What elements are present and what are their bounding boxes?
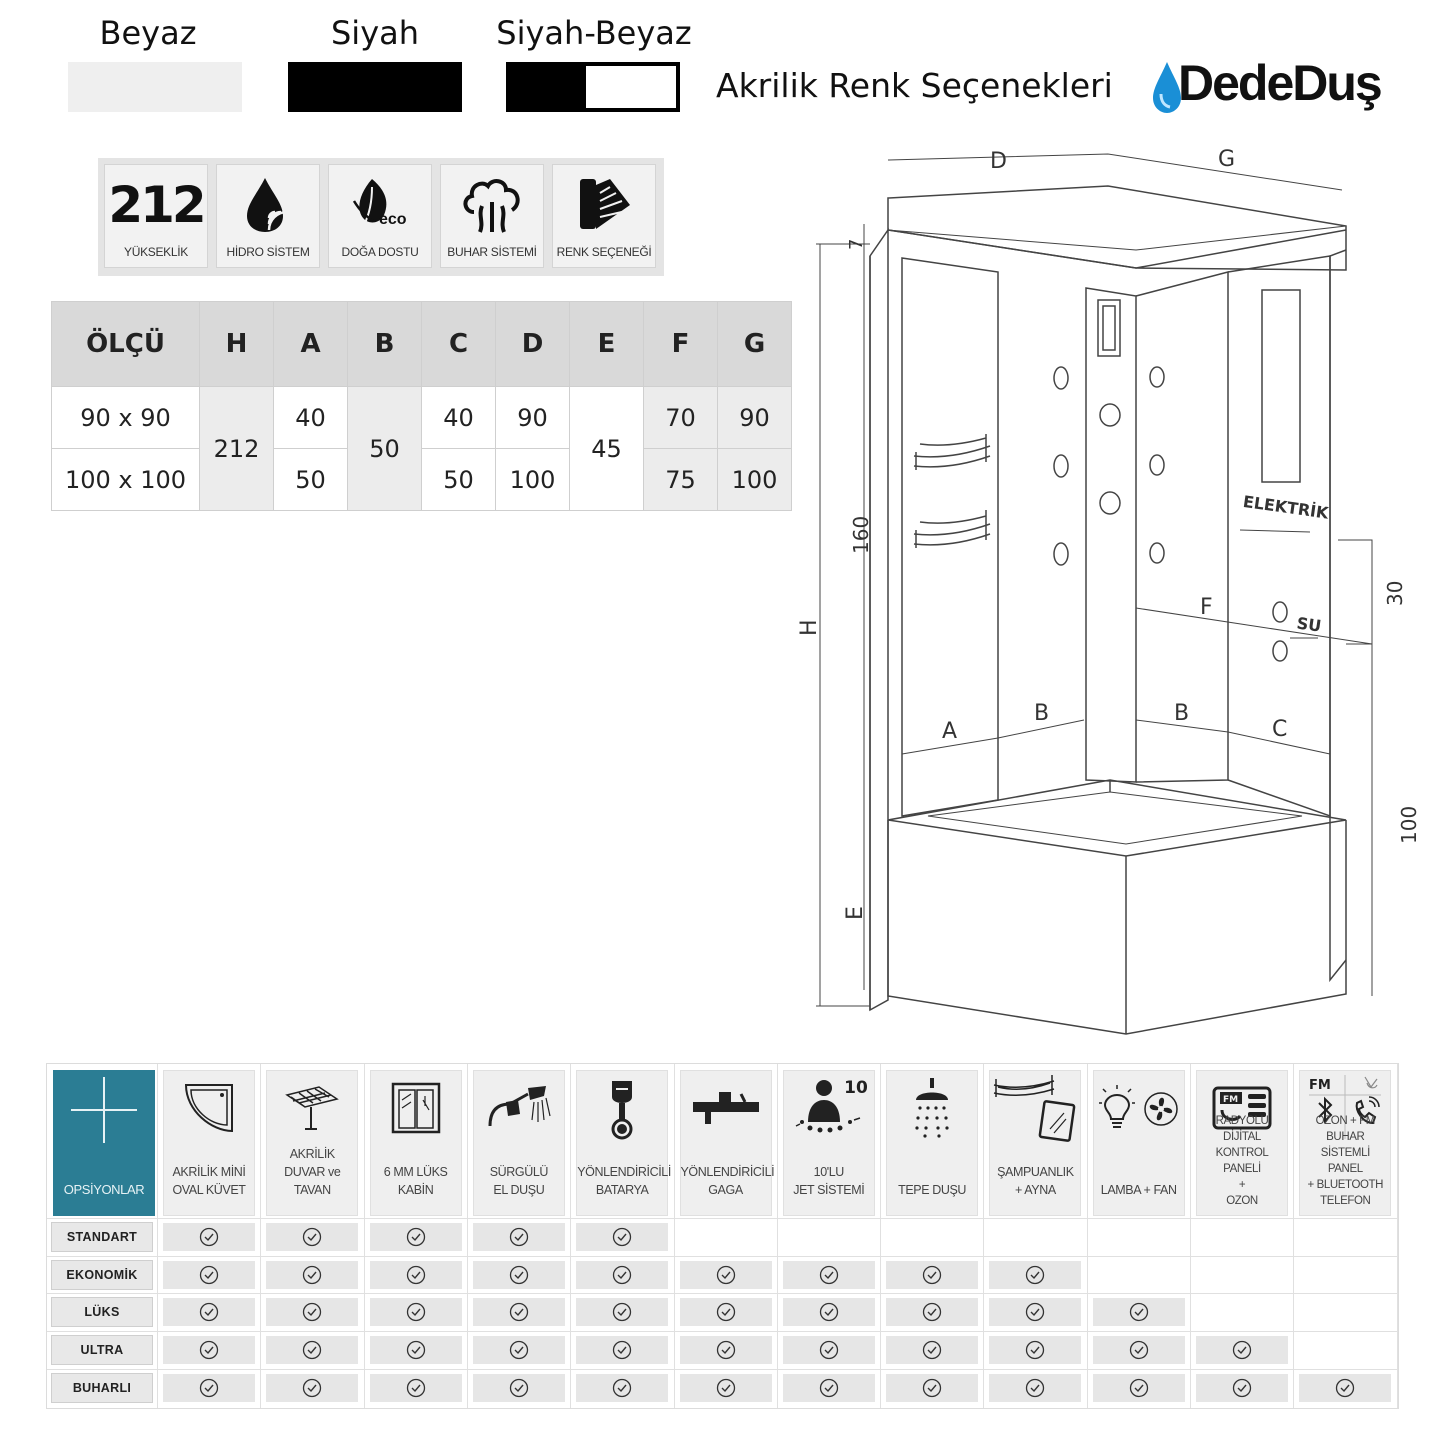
swatch-white[interactable] — [68, 62, 242, 112]
color-label-black-white: Siyah-Beyaz — [496, 14, 692, 52]
included-cell — [1093, 1336, 1185, 1364]
included-cell — [370, 1223, 462, 1251]
package-label-3: ULTRA — [51, 1335, 153, 1365]
included-cell — [783, 1298, 875, 1326]
included-cell — [266, 1223, 358, 1251]
grid-line — [47, 1331, 1398, 1332]
col-header-a: A — [274, 302, 348, 387]
steam-icon — [460, 176, 524, 234]
cell-olcu: 90 x 90 — [52, 387, 200, 449]
eco-badge: eco — [379, 211, 407, 228]
included-cell — [886, 1336, 978, 1364]
table-row — [52, 449, 792, 511]
included-cell — [989, 1336, 1081, 1364]
grid-line — [1293, 1064, 1294, 1408]
options-table — [46, 1063, 1399, 1409]
label-su: SU — [1295, 613, 1323, 636]
table-header-row — [52, 302, 792, 387]
cell-f: 75 — [644, 449, 718, 511]
check-circle-icon — [406, 1227, 426, 1247]
label-160: 160 — [849, 515, 873, 554]
option-header-oval-tub — [163, 1070, 255, 1216]
feature-strip — [98, 158, 664, 276]
option-label: YÖNLENDİRİCİLİ BATARYA — [577, 1165, 671, 1197]
option-label: AKRİLİK MİNİ OVAL KÜVET — [172, 1165, 246, 1197]
included-cell — [1093, 1374, 1185, 1402]
check-circle-icon — [1129, 1378, 1149, 1398]
label-b-left: B — [1034, 701, 1050, 726]
svg-text:FM: FM — [1223, 1094, 1239, 1105]
height-value: 212 — [108, 176, 204, 234]
included-cell — [989, 1298, 1081, 1326]
check-circle-icon — [716, 1378, 736, 1398]
label-30: 30 — [1383, 580, 1407, 606]
grid-line — [777, 1064, 778, 1408]
check-circle-icon — [302, 1302, 322, 1322]
included-cell — [783, 1336, 875, 1364]
check-circle-icon — [509, 1340, 529, 1360]
check-circle-icon — [612, 1378, 632, 1398]
package-label-2: LÜKS — [51, 1297, 153, 1327]
cell-c: 50 — [422, 449, 496, 511]
feature-hydro — [216, 164, 320, 268]
check-circle-icon — [612, 1265, 632, 1285]
option-header-rain-shower — [886, 1070, 978, 1216]
label-e: E — [843, 906, 868, 920]
option-label: RADYOLU DİJİTAL KONTROL PANELİ + OZON — [1215, 1115, 1269, 1207]
included-cell — [783, 1374, 875, 1402]
feature-steam — [440, 164, 544, 268]
col-header-f: F — [644, 302, 718, 387]
check-circle-icon — [716, 1340, 736, 1360]
included-cell — [163, 1374, 255, 1402]
color-options-title: Akrilik Renk Seçenekleri — [716, 66, 1113, 105]
label-a: A — [942, 719, 958, 744]
check-circle-icon — [406, 1378, 426, 1398]
included-cell — [163, 1336, 255, 1364]
check-circle-icon — [509, 1265, 529, 1285]
feature-label: BUHAR SİSTEMİ — [447, 245, 537, 259]
hand-shower-icon — [484, 1080, 554, 1141]
cell-h: 212 — [200, 387, 274, 511]
option-label: 6 MM LÜKS KABİN — [383, 1165, 448, 1197]
feature-label: RENK SEÇENEĞİ — [556, 245, 652, 259]
check-circle-icon — [199, 1302, 219, 1322]
check-circle-icon — [716, 1302, 736, 1322]
check-circle-icon — [819, 1378, 839, 1398]
included-cell — [576, 1261, 668, 1289]
grid-line — [47, 1293, 1398, 1294]
color-label-black: Siyah — [330, 14, 420, 52]
included-cell — [266, 1374, 358, 1402]
package-label-0: STANDART — [51, 1222, 153, 1252]
color-palette-icon — [574, 175, 634, 235]
option-label: SÜRGÜLÜ EL DUŞU — [489, 1165, 549, 1197]
check-circle-icon — [922, 1340, 942, 1360]
option-header-jet-system — [783, 1070, 875, 1216]
included-cell — [680, 1298, 772, 1326]
cell-olcu: 100 x 100 — [52, 449, 200, 511]
color-label-white: Beyaz — [99, 14, 197, 52]
included-cell — [886, 1261, 978, 1289]
cell-c: 40 — [422, 387, 496, 449]
feature-label: HİDRO SİSTEM — [226, 245, 310, 259]
grid-line — [1190, 1064, 1191, 1408]
label-g: G — [1218, 147, 1236, 172]
check-circle-icon — [302, 1340, 322, 1360]
option-header-cabin — [370, 1070, 462, 1216]
included-cell — [576, 1374, 668, 1402]
included-cell — [1093, 1298, 1185, 1326]
feature-color — [552, 164, 656, 268]
options-corner — [53, 1070, 155, 1216]
col-header-c: C — [422, 302, 496, 387]
check-circle-icon — [1129, 1340, 1149, 1360]
option-header-shelf-mirror — [989, 1070, 1081, 1216]
jet-system-icon — [794, 1077, 868, 1143]
check-circle-icon — [302, 1378, 322, 1398]
spout-icon — [691, 1088, 761, 1133]
label-d: D — [990, 149, 1007, 174]
oval-tub-icon — [182, 1081, 236, 1140]
label-c: C — [1272, 717, 1288, 742]
cell-a: 40 — [274, 387, 348, 449]
check-circle-icon — [406, 1302, 426, 1322]
check-circle-icon — [302, 1227, 322, 1247]
table-row — [52, 387, 792, 449]
feature-eco — [328, 164, 432, 268]
included-cell — [473, 1261, 565, 1289]
grid-line — [47, 1256, 1398, 1257]
svg-text:FM: FM — [1309, 1077, 1332, 1093]
check-circle-icon — [612, 1340, 632, 1360]
included-cell — [1196, 1374, 1288, 1402]
rain-shower-icon — [912, 1076, 952, 1145]
option-label: LAMBA + FAN — [1100, 1183, 1177, 1197]
label-h: H — [797, 619, 822, 636]
label-100: 100 — [1397, 805, 1421, 844]
included-cell — [989, 1261, 1081, 1289]
check-circle-icon — [612, 1227, 632, 1247]
grid-line — [47, 1369, 1398, 1370]
included-cell — [473, 1298, 565, 1326]
option-label: YÖNLENDİRİCİLİ GAGA — [680, 1165, 775, 1197]
options-corner-label: OPSİYONLAR — [63, 1182, 145, 1197]
grid-line — [364, 1064, 365, 1408]
check-circle-icon — [406, 1265, 426, 1285]
included-cell — [576, 1298, 668, 1326]
feature-label: DOĞA DOSTU — [341, 245, 419, 259]
included-cell — [576, 1223, 668, 1251]
check-circle-icon — [1025, 1378, 1045, 1398]
included-cell — [576, 1336, 668, 1364]
option-label: OZON + FM BUHAR SİSTEMLİ PANEL + BLUETOOTH TELEFON — [1307, 1115, 1384, 1207]
included-cell — [266, 1298, 358, 1326]
check-circle-icon — [922, 1265, 942, 1285]
check-circle-icon — [199, 1265, 219, 1285]
option-header-faucet — [576, 1070, 671, 1216]
check-circle-icon — [199, 1378, 219, 1398]
cell-a: 50 — [274, 449, 348, 511]
package-label-1: EKONOMİK — [51, 1260, 153, 1290]
label-7: 7 — [846, 238, 867, 250]
included-cell — [370, 1261, 462, 1289]
check-circle-icon — [819, 1302, 839, 1322]
check-circle-icon — [199, 1227, 219, 1247]
included-cell — [473, 1223, 565, 1251]
check-circle-icon — [1232, 1378, 1252, 1398]
check-circle-icon — [819, 1340, 839, 1360]
cell-g: 100 — [718, 449, 792, 511]
cabin-technical-drawing — [790, 140, 1421, 1040]
cell-f: 70 — [644, 387, 718, 449]
option-header-hand-shower — [473, 1070, 565, 1216]
cabin-icon — [389, 1080, 443, 1141]
cell-d: 90 — [496, 387, 570, 449]
check-circle-icon — [509, 1302, 529, 1322]
check-circle-icon — [509, 1378, 529, 1398]
check-circle-icon — [1335, 1378, 1355, 1398]
grid-line — [570, 1064, 571, 1408]
label-b-right: B — [1174, 701, 1190, 726]
check-circle-icon — [612, 1302, 632, 1322]
check-circle-icon — [1232, 1340, 1252, 1360]
option-header-spout — [680, 1070, 775, 1216]
included-cell — [1196, 1336, 1288, 1364]
check-circle-icon — [922, 1378, 942, 1398]
cell-g: 90 — [718, 387, 792, 449]
option-label: TEPE DUŞU — [898, 1183, 967, 1197]
included-cell — [680, 1374, 772, 1402]
check-circle-icon — [716, 1265, 736, 1285]
included-cell — [473, 1336, 565, 1364]
included-cell — [266, 1261, 358, 1289]
col-header-g: G — [718, 302, 792, 387]
acrylic-wall-icon — [285, 1083, 339, 1138]
option-header-acrylic-wall — [266, 1070, 358, 1216]
check-circle-icon — [406, 1340, 426, 1360]
check-circle-icon — [1025, 1302, 1045, 1322]
check-circle-icon — [302, 1265, 322, 1285]
option-label: AKRİLİK DUVAR ve TAVAN — [284, 1147, 341, 1197]
col-header-h: H — [200, 302, 274, 387]
check-circle-icon — [199, 1340, 219, 1360]
swatch-black-white[interactable] — [506, 62, 680, 112]
option-header-radio-panel — [1196, 1070, 1288, 1216]
cell-e: 45 — [570, 387, 644, 511]
check-circle-icon — [509, 1227, 529, 1247]
grid-line — [1087, 1064, 1088, 1408]
included-cell — [1299, 1374, 1391, 1402]
included-cell — [989, 1374, 1081, 1402]
included-cell — [370, 1336, 462, 1364]
included-cell — [886, 1298, 978, 1326]
grid-line — [1397, 1064, 1398, 1408]
dimension-table — [51, 301, 792, 511]
included-cell — [680, 1336, 772, 1364]
check-circle-icon — [819, 1265, 839, 1285]
swatch-black[interactable] — [288, 62, 462, 112]
brand-logo-text: DedeDuş — [1178, 55, 1381, 111]
water-drop-icon — [243, 176, 293, 234]
included-cell — [783, 1261, 875, 1289]
included-cell — [163, 1298, 255, 1326]
option-header-lamp-fan — [1093, 1070, 1185, 1216]
col-header-e: E — [570, 302, 644, 387]
option-label: 10'LU JET SİSTEMİ — [793, 1165, 865, 1197]
check-circle-icon — [1129, 1302, 1149, 1322]
col-header-olcu: ÖLÇÜ — [52, 302, 200, 387]
package-label-4: BUHARLI — [51, 1373, 153, 1403]
included-cell — [680, 1261, 772, 1289]
feature-label: YÜKSEKLİK — [124, 245, 188, 259]
option-header-bluetooth-phone — [1299, 1070, 1391, 1216]
grid-line — [467, 1064, 468, 1408]
label-elektrik: ELEKTRİK — [1241, 491, 1330, 523]
option-label: ŞAMPUANLIK + AYNA — [997, 1165, 1074, 1197]
cell-d: 100 — [496, 449, 570, 511]
feature-height — [104, 164, 208, 268]
faucet-icon — [602, 1075, 642, 1146]
col-header-d: D — [496, 302, 570, 387]
grid-line — [674, 1064, 675, 1408]
check-circle-icon — [922, 1302, 942, 1322]
label-f: F — [1200, 595, 1213, 620]
grid-line — [260, 1064, 261, 1408]
col-header-b: B — [348, 302, 422, 387]
check-circle-icon — [1025, 1340, 1045, 1360]
grid-line — [983, 1064, 984, 1408]
plus-icon — [69, 1075, 139, 1145]
check-circle-icon — [1025, 1265, 1045, 1285]
included-cell — [886, 1374, 978, 1402]
included-cell — [370, 1374, 462, 1402]
lamp-fan-icon — [1097, 1083, 1181, 1138]
jet-count-badge: 10 — [844, 1077, 868, 1098]
grid-line — [157, 1064, 158, 1408]
grid-line — [47, 1218, 1398, 1219]
included-cell — [163, 1223, 255, 1251]
included-cell — [266, 1336, 358, 1364]
included-cell — [163, 1261, 255, 1289]
included-cell — [473, 1374, 565, 1402]
included-cell — [370, 1298, 462, 1326]
shelf-mirror-icon — [992, 1073, 1078, 1148]
grid-line — [880, 1064, 881, 1408]
cell-b: 50 — [348, 387, 422, 511]
